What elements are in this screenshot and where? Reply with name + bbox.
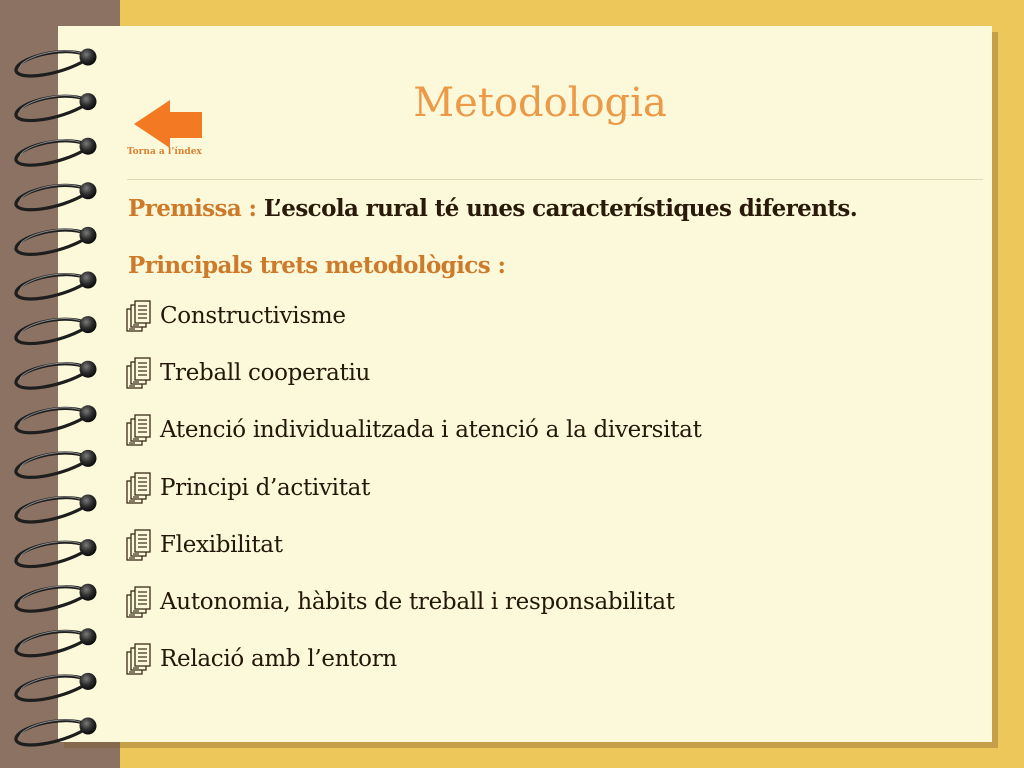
methodology-list [126,300,702,700]
list-item [126,643,702,700]
back-to-index-label: Torna a l’índex [127,147,202,157]
list-item [126,472,702,529]
list-item [126,357,702,414]
spiral-ring-wire [16,721,86,745]
list-item [126,300,702,357]
list-item-text: Autonomia, hàbits de treball i responsabilitat [160,588,675,615]
stacked-pages-icon [126,414,152,448]
spiral-binding-icon [0,0,120,768]
spiral-ring-wire [16,141,86,165]
list-item-text: Principi d’activitat [160,474,371,501]
list-item [126,529,702,586]
spiral-ring-wire [16,52,86,76]
spiral-ring-wire [16,185,86,209]
arrow-left-icon [130,98,202,148]
binding-hole [80,316,97,333]
binding-hole [80,450,97,467]
methodology-heading: Principals trets metodològics : [128,252,506,279]
spiral-ring-wire [16,631,86,655]
title-divider [127,179,983,180]
spiral-ring-wire [16,408,86,432]
binding-hole [80,272,97,289]
list-item-text: Constructivisme [160,303,346,329]
binding-hole [80,227,97,244]
list-item [126,414,702,471]
spiral-ring-wire [16,498,86,522]
binding-hole [80,138,97,155]
page-title: Metodologia [413,80,667,126]
binding-hole [80,718,97,735]
stacked-pages-icon [126,472,152,506]
spiral-ring-wire [16,676,86,700]
premise-text: L’escola rural té unes característiques diferents. [263,195,858,222]
stacked-pages-icon [126,357,152,391]
binding-hole [80,584,97,601]
list-item-text: Flexibilitat [160,531,283,558]
spiral-ring-wire [16,453,86,477]
list-item-text: Treball cooperatiu [160,360,371,387]
spiral-ring-wire [16,542,86,566]
binding-hole [80,49,97,66]
spiral-ring-wire [16,587,86,611]
stacked-pages-icon [126,586,152,620]
binding-hole [80,182,97,199]
premise-line [128,195,857,222]
spiral-ring-wire [16,319,86,343]
spiral-ring-wire [16,96,86,120]
spiral-ring-wire [16,364,86,388]
binding-hole [80,495,97,512]
stacked-pages-icon [126,529,152,563]
binding-hole [80,361,97,378]
binding-hole [80,539,97,556]
premise-label: Premissa : [128,195,264,222]
stacked-pages-icon [126,300,152,334]
list-item-text: Relació amb l’entorn [160,646,397,673]
binding-hole [80,405,97,422]
binding-hole [80,673,97,690]
spiral-ring-wire [16,230,86,254]
stacked-pages-icon [126,643,152,677]
spiral-ring-wire [16,275,86,299]
binding-hole [80,93,97,110]
list-item-text: Atenció individualitzada i atenció a la diversitat [160,417,702,444]
list-item [126,586,702,643]
binding-hole [80,628,97,645]
back-to-index-button[interactable] [122,98,212,164]
